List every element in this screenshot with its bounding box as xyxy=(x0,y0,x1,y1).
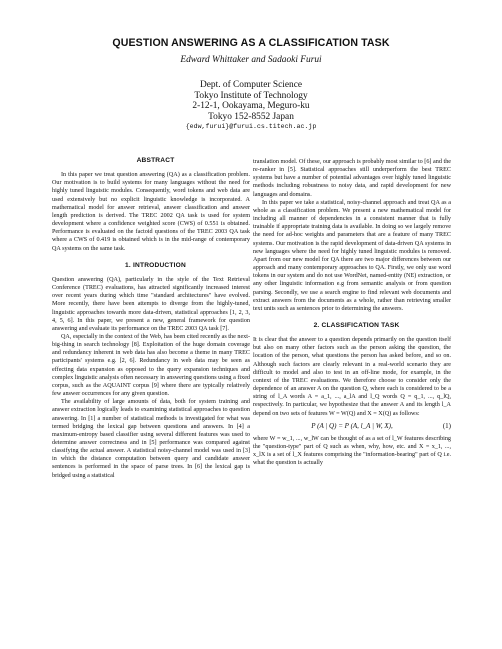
equation-body: P (A | Q) = P (A, l_A | W, X), xyxy=(311,421,393,430)
section2-heading: 2. CLASSIFICATION TASK xyxy=(313,321,400,329)
intro-paragraph: In this paper we take a statistical, noisy-channel approach and treat QA as a whole as a classification problem. We present a new mathematical model for including all manner of dependencies in a consistent manner that is fully trainable if appropriate training data is available. In doing so we largely remove the need for ad-hoc weights and parameters that are a feature of many TREC systems. Our motivation is the rapid development of data-driven QA systems in new languages where the need for highly tuned linguistic modules is removed. Apart from our new model for QA there are two major differences between our approach and many contemporary approaches to QA. Firstly, we only use word tokens in our system and do not use WordNet, named-entity (NE) extraction, or any other linguistic information e.g from semantic analysis or from question parsing. Secondly, we use a search engine to find relevant web documents and extract answers from the documents as a whole, rather than retrieving smaller text units such as sentences prior to determining the answers. xyxy=(253,199,451,312)
abstract-heading: ABSTRACT xyxy=(136,157,175,164)
right-column xyxy=(253,158,451,467)
paper-authors: Edward Whittaker and Sadaoki Furui xyxy=(180,55,322,65)
equation-number: (1) xyxy=(442,421,451,430)
intro-paragraph: The availability of large amounts of data, both for system training and answer extraction logically leads to examining statistical approaches to question answering. In [1] a number of statistical methods is investigated for what was termed bridging the lexical gap between questions and answers. In [4] a maximum-entropy based classifier using several different features was used to determine answer correctness and in [5] performance was compared against classifying the actual answer. A statistical noisy-channel model was used in [3] in which the distance computation between query and candidate answer sentences is performed in the space of parse trees. In [6] the lexical gap is bridged using a statistical xyxy=(52,399,250,479)
affiliation-block xyxy=(0,80,502,133)
intro-paragraph: QA, especially in the context of the Web, has been cited recently as the next-big-thing in search technology [8]. Exploitation of the huge domain coverage and redundancy inherent in web data has also become a theme in many TREC participants' systems e.g. [2, 6]. Redundancy in web data may be seen as effecting data expansion as opposed to the query expansion techniques and complex linguistic analysis often necessary in answering questions using a fixed corpus, such as the AQUAINT corpus [9] where there are typically relatively few answer occurrences for any given question. xyxy=(52,333,250,398)
affiliation-line: Tokyo 152-8552 Japan xyxy=(208,111,294,122)
section2-paragraph: It is clear that the answer to a question depends primarily on the question itself but also on many other factors such as the person asking the question, the location of the person, what questions the person has asked before, and so on. Although such factors are clearly relevant in a real-world scenario they are difficult to model and also to test in an off-line mode, for example, in the context of the TREC evaluations. We therefore choose to consider only the dependence of an answer A on the question Q, where each is considered to be a string of l_A words A = a_1, ..., a_lA and l_Q words Q = q_1, ..., q_lQ, respectively. In particular, we hypothesize that the answer A and its length l_A depend on two sets of features W = W(Q) and X = X(Q) as follows: xyxy=(253,337,451,417)
affiliation-line: Tokyo Institute of Technology xyxy=(194,90,308,101)
section2-paragraph: where W = w_1, ..., w_lW can be thought of as a set of l_W features describing the "question-type" part of Q such as when, why, how, etc. and X = x_1, ..., x_lX is a set of l_X features comprising the "information-bearing" part of Q i.e. what the question is actually xyxy=(253,435,451,467)
affiliation-line: Dept. of Computer Science xyxy=(199,80,303,90)
abstract-text: In this paper we treat question answering (QA) as a classification problem. Our motivation is to build systems for many languages without the need for highly tuned linguistic modules. Consequently, word tokens and web data are used extensively but no explicit linguistic knowledge is incorporated. A mathematical model for answer retrieval, answer classification and answer length prediction is derived. The TREC 2002 QA task is used for system development where a confidence weighted score (CWS) of 0.551 is obtained. Performance is evaluated on the factoid questions of the TREC 2003 QA task where a CWS of 0.419 is obtained which is in the mid-range of contemporary QA systems on the same task. xyxy=(52,172,250,252)
left-column xyxy=(52,157,250,480)
affiliation-line: 2-12-1, Ookayama, Meguro-ku xyxy=(192,101,310,112)
author-email: {edw,furui}@furui.cs.titech.ac.jp xyxy=(185,123,317,131)
intro-continued: translation model. Of these, our approach is probably most similar to [6] and the re-ranker in [5]. Statistical approaches still underperform the best TREC systems but have a number of potential advantages over highly tuned linguistic methods including robustness to noisy data, and rapid development for new languages and domains. xyxy=(253,159,451,198)
intro-paragraph: Question answering (QA), particularly in the style of the Text Retrieval Conference (TREC) evaluations, has attracted significantly increased interest over recent years during which time "standard architectures" have evolved. More recently, there have been attempts to diverge from the highly-tuned, linguistic approaches towards more data-driven, statistical approaches [1, 2, 3, 4, 5, 6]. In this paper, we present a new, general framework for question answering and evaluate its performance on the TREC 2003 QA task [7]. xyxy=(52,276,250,332)
paper-title: QUESTION ANSWERING AS A CLASSIFICATION TASK xyxy=(112,37,390,49)
intro-heading: 1. INTRODUCTION xyxy=(125,261,186,269)
equation-1 xyxy=(253,421,451,432)
